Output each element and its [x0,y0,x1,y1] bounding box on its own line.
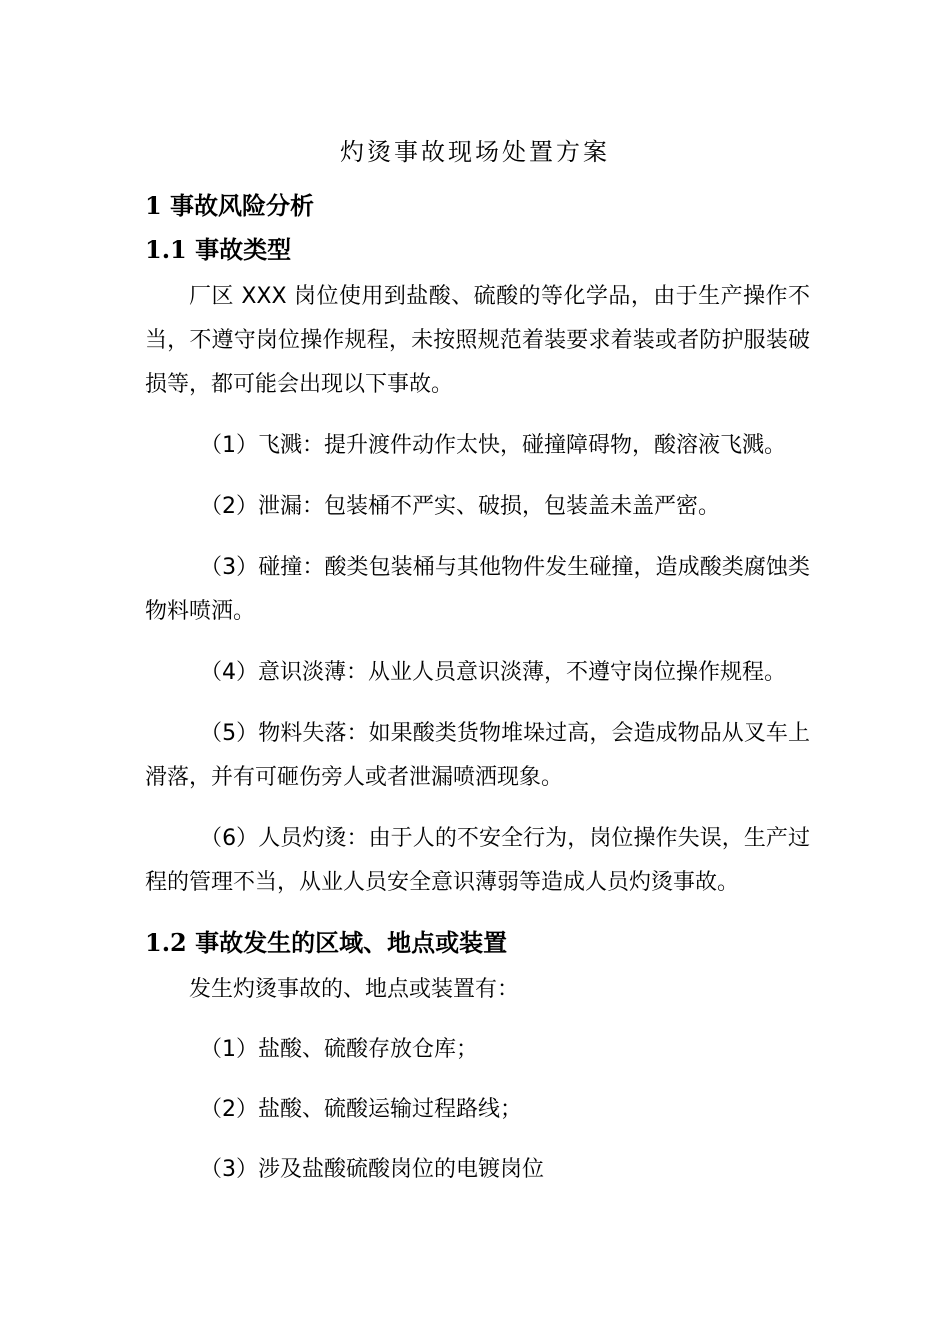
accident-locations-intro: 发生灼烫事故的、地点或装置有： [189,977,520,1002]
accident-types-intro-paragraph: 厂区 XXX 岗位使用到盐酸、硫酸的等化学品，由于生产操作不当，不遵守岗位操作规程，未按照规范着装要求着装或者防护服装破损等，都可能会出现以下事故。 [145,284,810,397]
subsection-heading-accident-types: 1.1 事故类型 [145,235,292,264]
section-heading-risk-analysis: 1 事故风险分析 [145,191,315,220]
accident-type-item-awareness: （4）意识淡薄：从业人员意识淡薄，不遵守岗位操作规程。 [200,660,786,685]
location-item-transport-route: （2）盐酸、硫酸运输过程路线； [200,1097,522,1122]
accident-type-item-falling-material: （5）物料失落：如果酸类货物堆垛过高，会造成物品从叉车上滑落，并有可砸伤旁人或者泄漏喷洒现象。 [145,721,810,790]
accident-type-item-collision: （3）碰撞：酸类包装桶与其他物件发生碰撞，造成酸类腐蚀类物料喷洒。 [145,555,810,624]
subsection-heading-accident-locations: 1.2 事故发生的区域、地点或装置 [145,928,508,957]
accident-type-item-splash: （1）飞溅：提升渡件动作太快，碰撞障碍物，酸溶液飞溅。 [200,433,786,458]
accident-type-item-personnel-burn: （6）人员灼烫：由于人的不安全行为，岗位操作失误，生产过程的管理不当，从业人员安全意识薄弱等造成人员灼烫事故。 [145,826,810,895]
accident-type-item-leak: （2）泄漏：包装桶不严实、破损，包装盖未盖严密。 [200,494,720,519]
document-title: 灼烫事故现场处置方案 [340,138,610,166]
location-item-storage: （1）盐酸、硫酸存放仓库； [200,1037,478,1062]
location-item-electroplating-post: （3）涉及盐酸硫酸岗位的电镀岗位 [200,1157,544,1182]
